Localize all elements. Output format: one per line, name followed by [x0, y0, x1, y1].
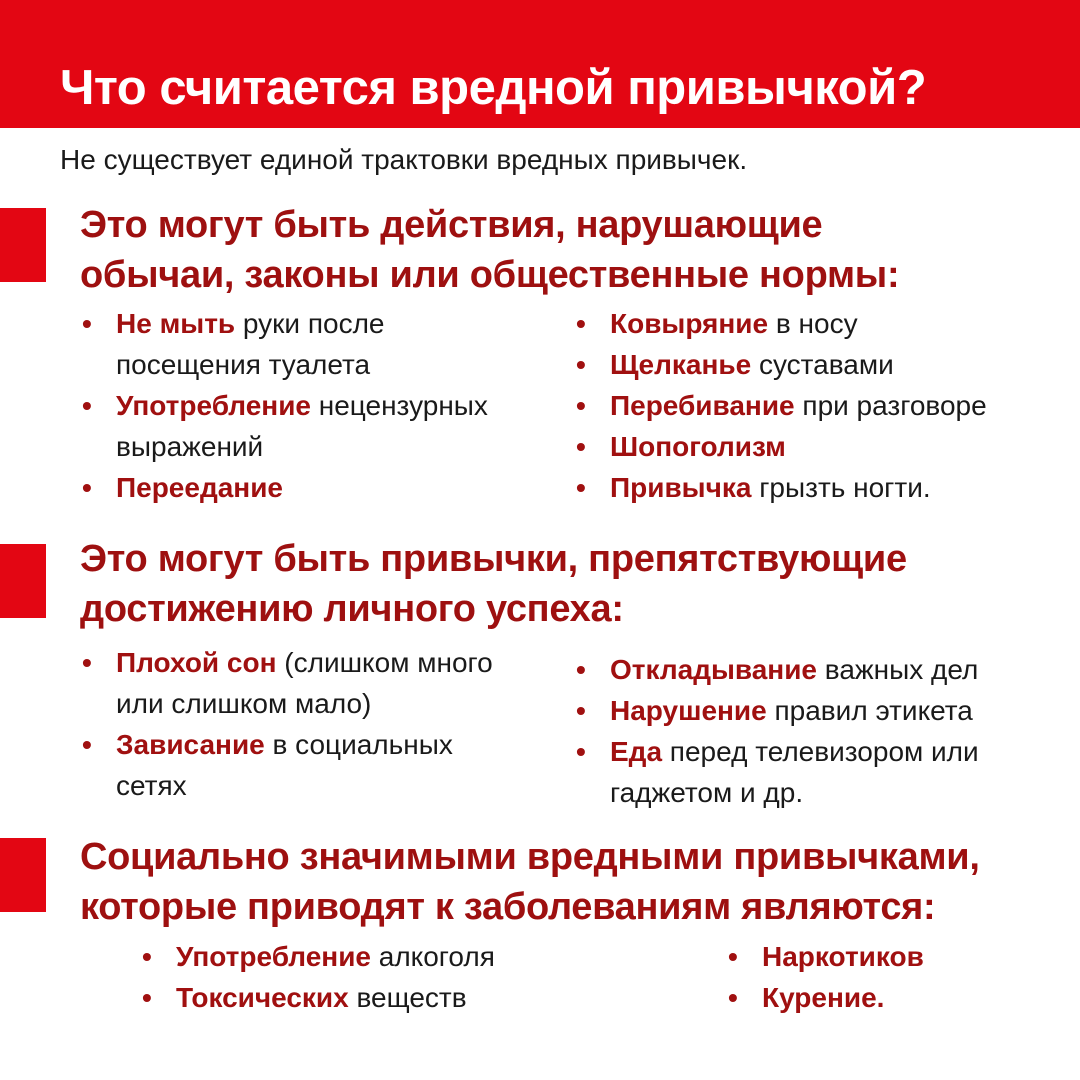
header-banner [0, 0, 1080, 128]
section-1-left-list [80, 303, 520, 508]
list-item: • Не мыть руки после посещения туалета [80, 303, 520, 385]
section-2-left-list [80, 642, 520, 806]
list-item: • Токсических веществ [140, 977, 660, 1018]
list-item: • Еда перед телевизором или гаджетом и др. [574, 731, 1034, 813]
list-item: • Щелканье суставами [574, 344, 1064, 385]
section-3-left-list [140, 936, 660, 1018]
list-item: • Привычка грызть ногти. [574, 467, 1064, 508]
list-item: • Употребление нецензурных выражений [80, 385, 520, 467]
section-3-marker [0, 838, 46, 912]
section-2-title: Это могут быть привычки, препятствующие достижению личного успеха: [80, 538, 907, 630]
section-2-marker [0, 544, 46, 618]
list-item: • Употребление алкоголя [140, 936, 660, 977]
list-item: • Курение. [726, 977, 1026, 1018]
list-item: • Нарушение правил этикета [574, 690, 1034, 731]
list-item: • Переедание [80, 467, 520, 508]
list-item: • Плохой сон (слишком много или слишком мало) [80, 642, 520, 724]
section-3-right-list [726, 936, 1026, 1018]
list-item: • Ковыряние в носу [574, 303, 1064, 344]
section-3-title: Социально значимыми вредными привычками, которые приводят к заболеваниям являются: [80, 836, 980, 928]
intro-text: Не существует единой трактовки вредных привычек. [60, 144, 748, 175]
list-item: • Шопоголизм [574, 426, 1064, 467]
section-2-right-list [574, 649, 1034, 813]
list-item: • Перебивание при разговоре [574, 385, 1064, 426]
section-1-right-list [574, 303, 1064, 508]
list-item: • Откладывание важных дел [574, 649, 1034, 690]
section-1-marker [0, 208, 46, 282]
page-title: Что считается вредной привычкой? [60, 61, 927, 115]
list-item: • Зависание в социальных сетях [80, 724, 520, 806]
section-1-title: Это могут быть действия, нарушающие обычаи, законы или общественные нормы: [80, 204, 900, 296]
list-item: • Наркотиков [726, 936, 1026, 977]
